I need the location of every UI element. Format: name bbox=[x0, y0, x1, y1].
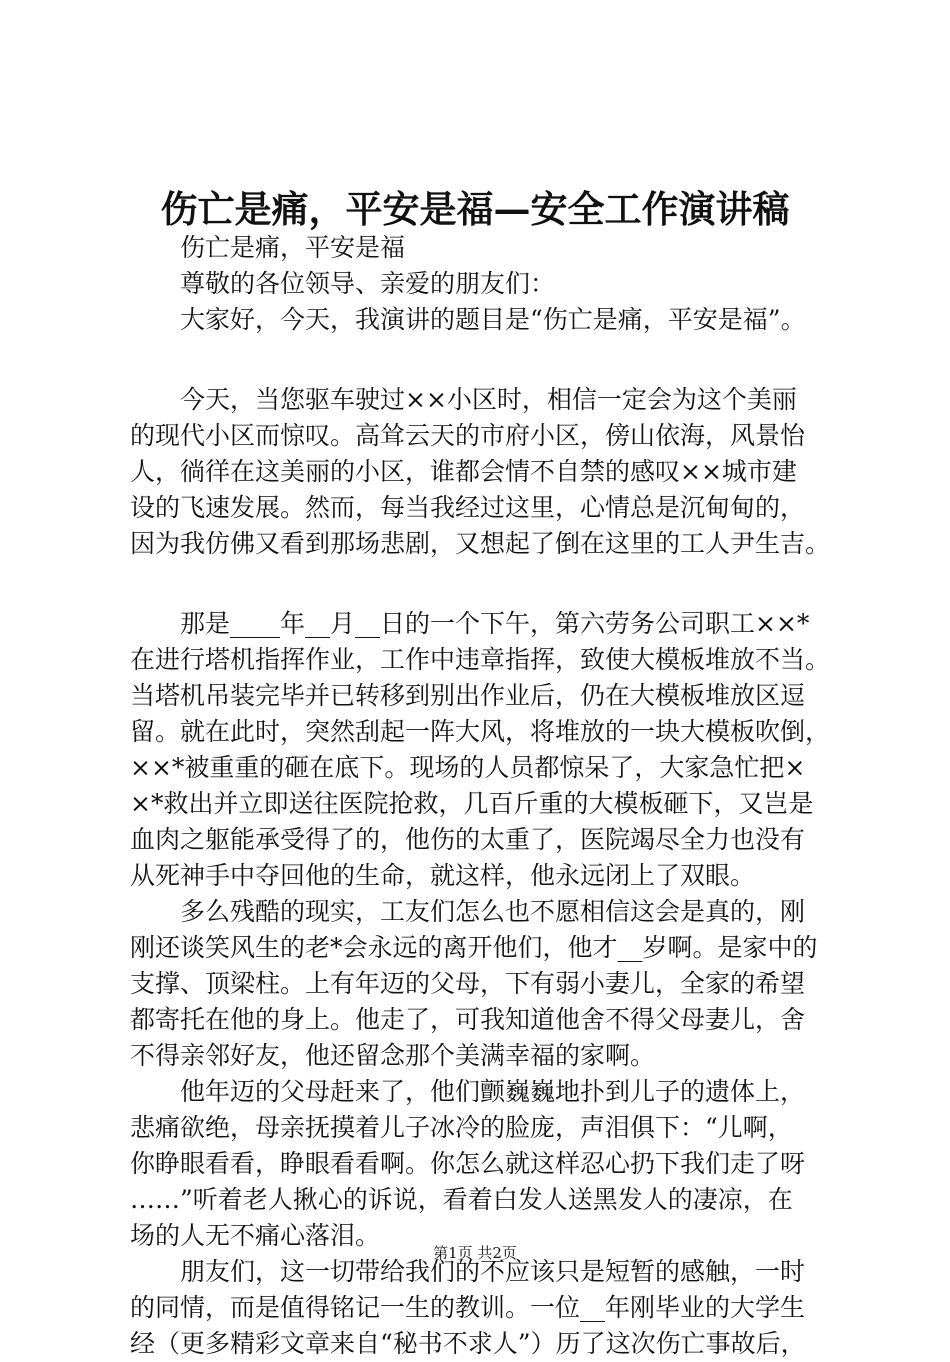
paragraph-line: 支撑、顶梁柱。上有年迈的父母，下有弱小妻儿，全家的希望 bbox=[130, 969, 806, 998]
paragraph-line: 人，徜徉在这美丽的小区，谁都会情不自禁的感叹××城市建 bbox=[130, 457, 797, 486]
greeting-line: 大家好，今天，我演讲的题目是“伤亡是痛，平安是福”。 bbox=[180, 305, 806, 334]
subtitle-line: 伤亡是痛，平安是福 bbox=[180, 233, 406, 262]
paragraph-line: ……”听着老人揪心的诉说，看着白发人送黑发人的凄凉，在 bbox=[130, 1185, 793, 1214]
paragraph-line: ×*救出并立即送往医院抢救，几百斤重的大模板砸下，又岂是 bbox=[130, 789, 814, 818]
paragraph-line: 经（更多精彩文章来自“秘书不求人”）历了这次伤亡事故后， bbox=[130, 1329, 806, 1358]
paragraph-spacer bbox=[130, 338, 850, 382]
paragraph-line: 的同情，而是值得铭记一生的教训。一位__年刚毕业的大学生 bbox=[130, 1293, 806, 1322]
paragraph-line: 在进行塔机指挥作业，工作中违章指挥，致使大模板堆放不当。 bbox=[130, 645, 831, 674]
paragraph-line: 血肉之躯能承受得了的，他伤的太重了，医院竭尽全力也没有 bbox=[130, 825, 806, 854]
paragraph-line: 不得亲邻好友，他还留念那个美满幸福的家啊。 bbox=[130, 1041, 656, 1070]
paragraph-line: 悲痛欲绝，母亲抚摸着儿子冰冷的脸庞，声泪俱下：“儿啊， bbox=[130, 1113, 793, 1142]
paragraph-line: 刚还谈笑风生的老*会永远的离开他们，他才__岁啊。是家中的 bbox=[130, 933, 818, 962]
paragraph-spacer bbox=[130, 562, 850, 606]
document-body bbox=[130, 230, 850, 1362]
page-number-footer: 第1页 共2页 bbox=[433, 1244, 517, 1262]
paragraph-line: 今天，当您驱车驶过××小区时，相信一定会为这个美丽 bbox=[180, 385, 797, 414]
paragraph-line: 当塔机吊装完毕并已转移到别出作业后，仍在大模板堆放区逗 bbox=[130, 681, 806, 710]
salutation-line: 尊敬的各位领导、亲爱的朋友们： bbox=[180, 269, 556, 298]
paragraph-line: 因为我仿佛又看到那场悲剧，又想起了倒在这里的工人尹生吉。 bbox=[130, 529, 831, 558]
paragraph-line: 设的飞速发展。然而，每当我经过这里，心情总是沉甸甸的， bbox=[130, 493, 806, 522]
paragraph-line: ××*被重重的砸在底下。现场的人员都惊呆了，大家急忙把× bbox=[130, 753, 806, 782]
paragraph-line: 多么残酷的现实，工友们怎么也不愿相信这会是真的，刚 bbox=[180, 897, 806, 926]
paragraph-line: 朋友们，这一切带给我们的不应该只是短暂的感触，一时 bbox=[180, 1257, 806, 1286]
paragraph-line: 都寄托在他的身上。他走了，可我知道他舍不得父母妻儿，舍 bbox=[130, 1005, 806, 1034]
paragraph-line: 那是____年__月__日的一个下午，第六劳务公司职工××* bbox=[180, 609, 810, 638]
paragraph-line: 留。就在此时，突然刮起一阵大风，将堆放的一块大模板吹倒， bbox=[130, 717, 831, 746]
paragraph-line: 他年迈的父母赶来了，他们颤巍巍地扑到儿子的遗体上， bbox=[180, 1077, 806, 1106]
paragraph-line: 场的人无不痛心落泪。 bbox=[130, 1221, 381, 1250]
document-title: 伤亡是痛，平安是福—安全工作演讲稿 bbox=[160, 187, 790, 231]
paragraph-line: 的现代小区而惊叹。高耸云天的市府小区，傍山依海，风景怡 bbox=[130, 421, 806, 450]
paragraph-line: 从死神手中夺回他的生命，就这样，他永远闭上了双眼。 bbox=[130, 861, 756, 890]
paragraph-line: 你睁眼看看，睁眼看看啊。你怎么就这样忍心扔下我们走了呀 bbox=[130, 1149, 806, 1178]
